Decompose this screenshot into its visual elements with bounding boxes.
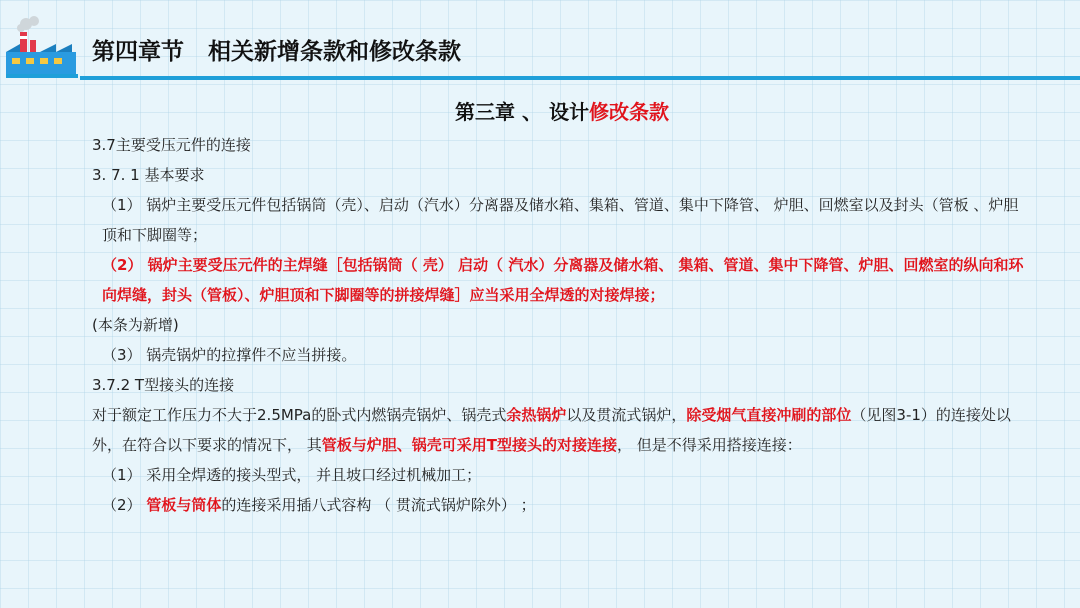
item-2-text: 的连接采用插八式容构 （ 贯流式锅炉除外） ； xyxy=(221,496,536,514)
item-1: （1） 锅炉主要受压元件包括锅筒（壳）、启动（汽水）分离器及储水箱、集箱、管道、集中下降管、 炉胆、回燃室以及封头（管板 、炉胆顶和下脚圈等； xyxy=(102,196,1019,244)
item-3: （3） 锅壳锅炉的拉撑件不应当拼接。 xyxy=(102,346,357,364)
factory-icon xyxy=(6,14,78,80)
page-title: 第四章节 相关新增条款和修改条款 xyxy=(92,39,462,65)
document-body xyxy=(92,96,1032,520)
para-red-1: 余热锅炉 xyxy=(506,406,567,424)
para-text-1: 对于额定工作压力不大于2.5MPa的卧式内燃锅壳锅炉、锅壳式 xyxy=(92,406,507,424)
clause-3-7-1: 3. 7. 1 基本要求 xyxy=(92,166,205,184)
clause-3-7: 3.7主要受压元件的连接 xyxy=(92,136,251,154)
t-joint-paragraph xyxy=(92,400,1032,460)
item-2-red: 管板与筒体 xyxy=(146,496,222,514)
subtitle-black: 第三章 、 设计 xyxy=(455,100,589,124)
para-red-2: 除受烟气直接冲刷的部位 xyxy=(686,406,852,424)
item-2-new: （2） 锅炉主要受压元件的主焊缝［包括锅筒（ 壳） 启动（ 汽水）分离器及储水箱、 集箱、管道、集中下降管、炉胆、回燃室的纵向和环向焊缝，封头（管板）、炉胆顶和下脚圈等的拼接焊缝］应当采用全焊透的对接焊接； xyxy=(102,256,1024,304)
clause-3-7-2: 3.7.2 T型接头的连接 xyxy=(92,376,235,394)
t-joint-item-2 xyxy=(92,490,1032,520)
section-subtitle xyxy=(92,96,1032,128)
para-text-4: ， 但是不得采用搭接连接： xyxy=(617,436,802,454)
subtitle-red: 修改条款 xyxy=(588,100,669,124)
para-red-3: 管板与炉胆、锅壳可采用T型接头的对接连接 xyxy=(321,436,618,454)
item-2-prefix: （2） xyxy=(102,496,147,514)
para-text-3: （见图3-1）的连接处以外，在符合以下要求的情况下， 其 xyxy=(92,406,1011,454)
header-divider xyxy=(80,76,1080,80)
t-joint-item-1: （1） 采用全焊透的接头型式， 并且坡口经过机械加工； xyxy=(102,466,482,484)
new-clause-note: (本条为新增) xyxy=(92,316,179,334)
para-text-2: 以及贯流式锅炉， xyxy=(566,406,687,424)
